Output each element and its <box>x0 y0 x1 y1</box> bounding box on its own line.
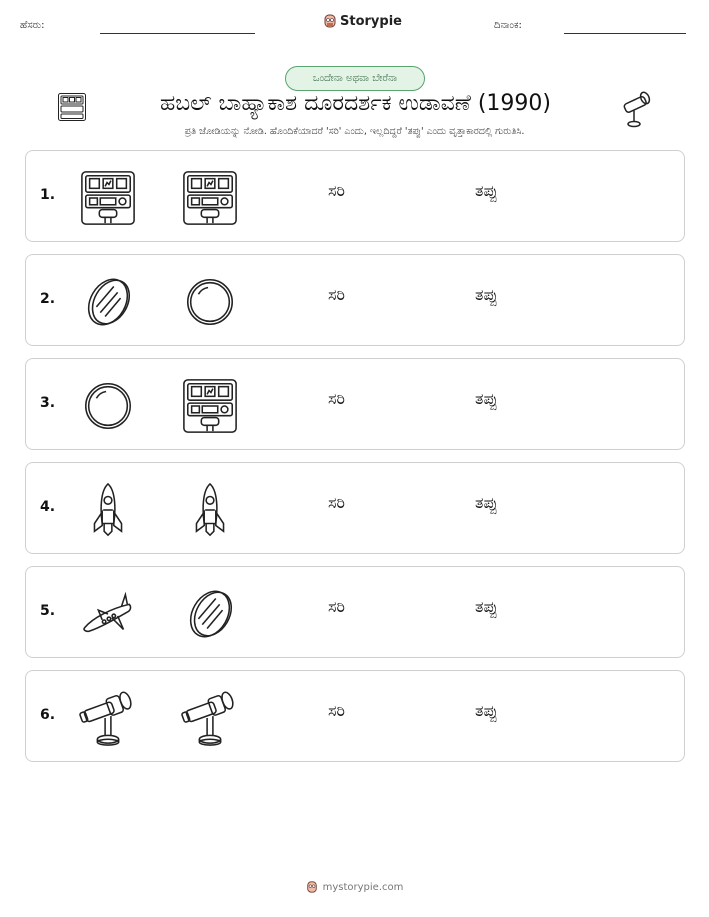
worksheet-type-badge: ಒಂದೇನಾ ಅಥವಾ ಬೇರೆನಾ <box>285 66 425 91</box>
question-card <box>25 462 685 554</box>
answer-false-option[interactable]: ತಪ್ಪು <box>475 389 498 408</box>
footer-url[interactable]: mystorypie.com <box>322 881 404 893</box>
answer-true-option[interactable]: ಸರಿ <box>328 493 345 512</box>
answer-false-option[interactable]: ತಪ್ಪು <box>475 285 498 304</box>
question-number: 4. <box>40 499 56 515</box>
name-line[interactable] <box>100 33 255 34</box>
instructions: ಪ್ರತಿ ಜೋಡಿಯನ್ನು ನೋಡಿ. ಹೊಂದಿಕೆಯಾದರೆ 'ಸರಿ' ಎಂದು, ಇಲ್ಲದಿದ್ದರೆ 'ತಪ್ಪು' ಎಂದು ವೃತ್ತಾಕಾರದಲ್ಲಿ ಗುರುತಿಸಿ. <box>184 126 525 137</box>
space-shuttle-icon <box>79 585 137 643</box>
question-card <box>25 670 685 762</box>
answer-true-option[interactable]: ಸರಿ <box>328 701 345 720</box>
tilted-mirror-icon <box>79 273 137 331</box>
question-number: 2. <box>40 291 56 307</box>
control-panel-icon <box>79 169 137 227</box>
control-panel-icon <box>57 92 87 126</box>
answer-true-option[interactable]: ಸರಿ <box>328 181 345 200</box>
rocket-icon <box>181 481 239 539</box>
storypie-mascot-icon <box>323 13 337 29</box>
brand-logo <box>323 13 402 29</box>
question-card <box>25 566 685 658</box>
round-lens-icon <box>79 377 137 435</box>
question-number: 1. <box>40 187 56 203</box>
round-lens-icon <box>181 273 239 331</box>
rocket-icon <box>79 481 137 539</box>
control-panel-icon <box>181 169 239 227</box>
question-card <box>25 150 685 242</box>
tilted-mirror-icon <box>181 585 239 643</box>
page-title: ಹಬಲ್ ಬಾಹ್ಯಾಕಾಶ ದೂರದರ್ಶಕ ಉಡಾವಣೆ (1990) <box>160 91 551 116</box>
answer-false-option[interactable]: ತಪ್ಪು <box>475 597 498 616</box>
question-card <box>25 254 685 346</box>
storypie-mascot-icon <box>306 880 318 894</box>
footer <box>0 880 709 894</box>
question-card <box>25 358 685 450</box>
question-number: 5. <box>40 603 56 619</box>
answer-false-option[interactable]: ತಪ್ಪು <box>475 493 498 512</box>
answer-false-option[interactable]: ತಪ್ಪು <box>475 181 498 200</box>
question-number: 6. <box>40 707 56 723</box>
brand-name: Storypie <box>340 13 402 29</box>
control-panel-icon <box>181 377 239 435</box>
question-list <box>25 150 685 774</box>
answer-true-option[interactable]: ಸರಿ <box>328 285 345 304</box>
answer-true-option[interactable]: ಸರಿ <box>328 389 345 408</box>
name-label: ಹೆಸರು: <box>20 20 45 31</box>
telescope-icon <box>79 689 137 747</box>
question-number: 3. <box>40 395 56 411</box>
date-label: ದಿನಾಂಕ: <box>494 20 522 31</box>
answer-true-option[interactable]: ಸರಿ <box>328 597 345 616</box>
answer-false-option[interactable]: ತಪ್ಪು <box>475 701 498 720</box>
date-line[interactable] <box>564 33 686 34</box>
telescope-icon <box>181 689 239 747</box>
